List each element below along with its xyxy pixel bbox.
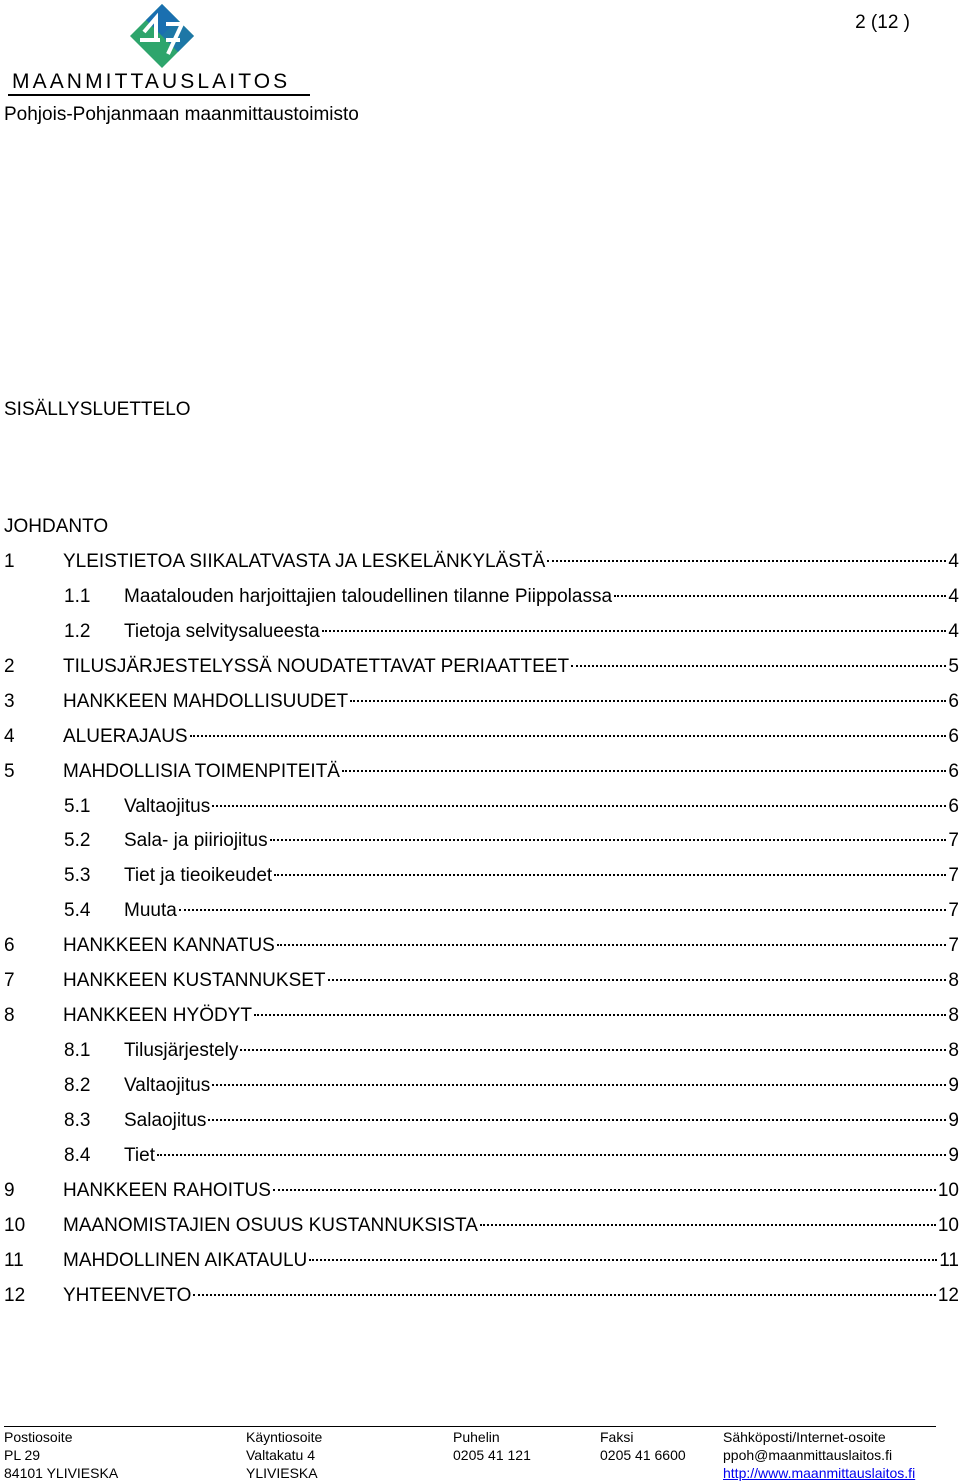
- toc-entry-title: Valtaojitus: [124, 795, 211, 817]
- footer-email: ppoh@maanmittauslaitos.fi: [723, 1447, 893, 1463]
- footer-visit-line2: YLIVIESKA: [246, 1465, 318, 1481]
- toc-dot-leader: [190, 735, 947, 737]
- toc-dot-leader: [179, 909, 947, 911]
- toc-dot-leader: [157, 1154, 946, 1156]
- toc-entry-title: YLEISTIETOA SIIKALATVASTA JA LESKELÄNKYLÄSTÄ: [63, 550, 546, 572]
- toc-dot-leader: [328, 979, 947, 981]
- toc-entry-page: 4: [948, 550, 959, 572]
- toc-title: SISÄLLYSLUETTELO: [4, 399, 191, 420]
- toc-entry-number: 8: [4, 1005, 15, 1027]
- toc-entry-page: 9: [948, 1109, 959, 1131]
- toc-entry-number: 5.3: [64, 865, 91, 887]
- toc-entry-page: 9: [948, 1075, 959, 1096]
- toc-entry-page: 6: [948, 725, 959, 747]
- footer-visit-line1: Valtakatu 4: [246, 1447, 316, 1463]
- toc-entry-number: 5: [4, 760, 15, 782]
- toc-dot-leader: [212, 1084, 946, 1086]
- toc-entry[interactable]: [4, 1284, 959, 1319]
- footer-phone: [453, 1428, 531, 1464]
- toc-dot-leader: [350, 700, 946, 702]
- toc-entry-page: 6: [948, 795, 959, 817]
- toc-entry-title: Sala- ja piiriojitus: [124, 830, 268, 852]
- toc-entry-title: HANKKEEN KUSTANNUKSET: [63, 970, 326, 992]
- toc-dot-leader: [614, 595, 946, 597]
- toc-entry-number: 8.2: [64, 1075, 91, 1096]
- toc-entry[interactable]: [4, 829, 959, 864]
- toc-entry[interactable]: [4, 934, 959, 969]
- toc-entry-title: MAHDOLLISIA TOIMENPITEITÄ: [63, 760, 340, 782]
- toc-entry-title: Tietoja selvitysalueesta: [124, 620, 320, 642]
- footer-visit-label: Käyntiosoite: [246, 1429, 323, 1445]
- toc-entry-page: 11: [939, 1249, 959, 1271]
- toc-entry[interactable]: [4, 1074, 959, 1109]
- footer-contact: [723, 1428, 915, 1482]
- table-of-contents: [4, 515, 959, 1319]
- footer-postal-line2: 84101 YLIVIESKA: [4, 1465, 119, 1481]
- toc-entry-title: Tiet ja tieoikeudet: [124, 865, 273, 887]
- toc-entry[interactable]: [4, 1039, 959, 1074]
- toc-dot-leader: [547, 560, 946, 562]
- toc-entry-number: 3: [4, 690, 15, 712]
- toc-entry-number: 6: [4, 935, 15, 957]
- toc-entry-number: 9: [4, 1179, 15, 1201]
- footer-phone-number: 0205 41 121: [453, 1447, 531, 1463]
- logo-wordmark: MAANMITTAUSLAITOS: [12, 70, 291, 93]
- toc-entry-number: 5.4: [64, 900, 91, 922]
- footer-visit-address: [246, 1428, 322, 1482]
- logo-emblem-icon: [4, 0, 316, 72]
- footer-postal-label: Postiosoite: [4, 1429, 73, 1445]
- toc-entry[interactable]: [4, 690, 959, 725]
- toc-dot-leader: [193, 1294, 935, 1296]
- toc-entry[interactable]: [4, 1144, 959, 1179]
- toc-entry[interactable]: [4, 1214, 959, 1249]
- toc-entry-number: 7: [4, 970, 15, 992]
- toc-dot-leader: [208, 1119, 946, 1121]
- toc-entry-number: 8.1: [64, 1040, 91, 1062]
- toc-entry[interactable]: [4, 620, 959, 655]
- toc-entry-title: Valtaojitus: [124, 1075, 211, 1096]
- toc-entry-page: 7: [948, 865, 959, 887]
- toc-entry-number: 8.4: [64, 1144, 91, 1166]
- toc-dot-leader: [270, 839, 947, 841]
- toc-dot-leader: [277, 944, 947, 946]
- toc-dot-leader: [309, 1259, 937, 1261]
- footer-postal-address: [4, 1428, 118, 1482]
- maanmittauslaitos-logo: [4, 0, 316, 96]
- toc-entry-number: 11: [4, 1249, 24, 1271]
- footer-postal-line1: PL 29: [4, 1447, 41, 1463]
- toc-entry-number: 2: [4, 655, 15, 677]
- toc-entry-number: 5.2: [64, 830, 91, 852]
- toc-entry-page: 12: [937, 1284, 959, 1306]
- toc-entry[interactable]: [4, 760, 959, 795]
- toc-intro-label: JOHDANTO: [4, 516, 109, 537]
- toc-entry-page: 6: [948, 760, 959, 782]
- logo-underline: [8, 94, 310, 96]
- toc-entry-title: MAHDOLLINEN AIKATAULU: [63, 1249, 308, 1271]
- toc-entry-title: HANKKEEN RAHOITUS: [63, 1179, 271, 1201]
- toc-entry-number: 1: [4, 550, 15, 572]
- toc-entry-number: 10: [4, 1214, 26, 1236]
- footer-fax-label: Faksi: [600, 1429, 634, 1445]
- footer-divider: [4, 1426, 936, 1427]
- toc-entries: [4, 550, 959, 1319]
- toc-entry-page: 9: [948, 1144, 959, 1166]
- toc-entry-title: HANKKEEN HYÖDYT: [63, 1005, 252, 1027]
- toc-entry-page: 7: [948, 935, 959, 957]
- toc-entry-number: 5.1: [64, 795, 91, 817]
- toc-dot-leader: [212, 805, 946, 807]
- toc-entry-page: 8: [948, 1005, 959, 1027]
- toc-entry-title: ALUERAJAUS: [63, 725, 188, 747]
- toc-entry[interactable]: [4, 1179, 959, 1214]
- toc-entry[interactable]: [4, 1109, 959, 1144]
- toc-entry[interactable]: [4, 1004, 959, 1039]
- page-number: 2 (12 ): [855, 12, 910, 33]
- toc-entry-title: Salaojitus: [124, 1109, 207, 1131]
- toc-entry-page: 10: [937, 1214, 959, 1236]
- toc-dot-leader: [322, 630, 947, 632]
- toc-dot-leader: [571, 665, 946, 667]
- toc-entry[interactable]: [4, 795, 959, 830]
- toc-entry-page: 7: [948, 830, 959, 852]
- footer-fax-number: 0205 41 6600: [600, 1447, 686, 1463]
- toc-intro[interactable]: [4, 515, 959, 550]
- toc-entry-page: 8: [948, 1040, 959, 1062]
- toc-entry[interactable]: [4, 550, 959, 585]
- toc-entry-title: HANKKEEN KANNATUS: [63, 935, 275, 957]
- toc-entry-title: MAANOMISTAJIEN OSUUS KUSTANNUKSISTA: [63, 1214, 478, 1236]
- toc-entry-title: Muuta: [124, 900, 177, 922]
- toc-entry-number: 4: [4, 725, 15, 747]
- toc-entry-title: TILUSJÄRJESTELYSSÄ NOUDATETTAVAT PERIAATTEET: [63, 655, 570, 677]
- footer-web-link[interactable]: http://www.maanmittauslaitos.fi: [723, 1465, 916, 1481]
- toc-entry-title: Tiet: [124, 1144, 155, 1166]
- toc-entry[interactable]: [4, 725, 959, 760]
- footer-fax: [600, 1428, 686, 1464]
- toc-entry-title: YHTEENVETO: [63, 1284, 192, 1306]
- toc-entry-page: 7: [948, 900, 959, 922]
- toc-entry-page: 4: [948, 620, 959, 642]
- toc-entry-page: 8: [948, 970, 959, 992]
- toc-entry-number: 12: [4, 1284, 26, 1306]
- toc-entry[interactable]: [4, 585, 959, 620]
- toc-entry-page: 6: [948, 690, 959, 712]
- toc-entry-number: 1.1: [64, 585, 91, 607]
- toc-entry-title: HANKKEEN MAHDOLLISUUDET: [63, 690, 349, 712]
- footer-contact-label: Sähköposti/Internet-osoite: [723, 1429, 886, 1445]
- toc-entry-title: Maatalouden harjoittajien taloudellinen tilanne Piippolassa: [124, 585, 613, 607]
- toc-dot-leader: [480, 1224, 936, 1226]
- toc-dot-leader: [254, 1014, 946, 1016]
- toc-entry-page: 5: [948, 655, 959, 677]
- toc-entry-page: 10: [937, 1179, 959, 1201]
- toc-dot-leader: [240, 1049, 946, 1051]
- toc-entry[interactable]: [4, 969, 959, 1004]
- toc-dot-leader: [273, 1189, 936, 1191]
- toc-entry[interactable]: [4, 899, 959, 934]
- toc-entry-page: 4: [948, 585, 959, 607]
- office-name: Pohjois-Pohjanmaan maanmittaustoimisto: [4, 104, 359, 125]
- toc-dot-leader: [342, 770, 946, 772]
- toc-entry-title: Tilusjärjestely: [124, 1040, 239, 1062]
- footer-phone-label: Puhelin: [453, 1429, 500, 1445]
- toc-entry[interactable]: [4, 1249, 959, 1284]
- toc-dot-leader: [274, 874, 946, 876]
- toc-entry-number: 8.3: [64, 1109, 91, 1131]
- toc-entry[interactable]: [4, 864, 959, 899]
- toc-entry[interactable]: [4, 655, 959, 690]
- toc-entry-number: 1.2: [64, 620, 91, 642]
